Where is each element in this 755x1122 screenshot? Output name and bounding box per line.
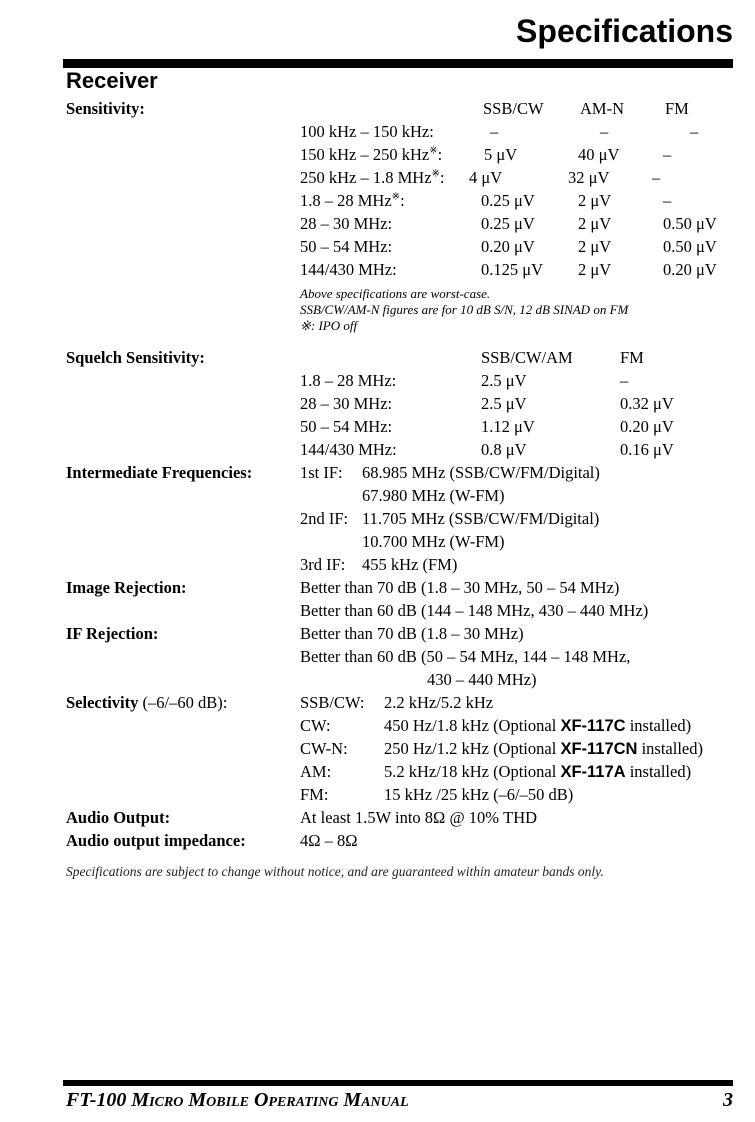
sens-row-band: 28 – 30 MHz: bbox=[300, 214, 393, 233]
image-rejection-value: Better than 60 dB (144 – 148 MHz, 430 – 440 MHz) bbox=[300, 601, 649, 620]
selectivity-value: 5.2 kHz/18 kHz (Optional XF-117A installed) bbox=[384, 762, 692, 781]
squelch-row-fm: 0.32 μV bbox=[620, 394, 674, 413]
squelch-row-fm: 0.20 μV bbox=[620, 417, 674, 436]
sens-header-ssb: SSB/CW bbox=[483, 99, 544, 118]
if-first-value-wfm: 67.980 MHz (W-FM) bbox=[362, 486, 505, 505]
if-rejection-value: Better than 70 dB (1.8 – 30 MHz) bbox=[300, 624, 524, 643]
squelch-row-band: 144/430 MHz: bbox=[300, 440, 397, 459]
squelch-row-ssb: 2.5 μV bbox=[481, 371, 527, 390]
squelch-row-ssb: 0.8 μV bbox=[481, 440, 527, 459]
audio-output-value: At least 1.5W into 8Ω @ 10% THD bbox=[300, 808, 538, 827]
sens-row-fm: – bbox=[652, 168, 661, 187]
if-second-value-wfm: 10.700 MHz (W-FM) bbox=[362, 532, 505, 551]
selectivity-mode: CW: bbox=[300, 716, 331, 735]
squelch-label: Squelch Sensitivity: bbox=[66, 348, 205, 367]
if-third-label: 3rd IF: bbox=[300, 555, 346, 574]
sens-header-am: AM-N bbox=[580, 99, 624, 118]
squelch-row-fm: – bbox=[620, 371, 629, 390]
sens-note: ※: IPO off bbox=[300, 318, 358, 333]
selectivity-mode: SSB/CW: bbox=[300, 693, 365, 712]
squelch-row-band: 1.8 – 28 MHz: bbox=[300, 371, 397, 390]
sens-row-fm: – bbox=[690, 122, 699, 141]
sensitivity-label: Sensitivity: bbox=[66, 99, 145, 118]
sens-note: SSB/CW/AM-N figures are for 10 dB S/N, 12 dB SINAD on FM bbox=[300, 302, 629, 317]
sens-header-fm: FM bbox=[665, 99, 689, 118]
squelch-header-fm: FM bbox=[620, 348, 644, 367]
sens-row-am: – bbox=[600, 122, 609, 141]
section-heading: Receiver bbox=[66, 68, 158, 93]
sens-row-am: 32 μV bbox=[568, 168, 610, 187]
if-rejection-value: 430 – 440 MHz) bbox=[427, 670, 537, 689]
sens-row-band: 1.8 – 28 MHz※: bbox=[300, 191, 405, 210]
sens-row-ssb: – bbox=[490, 122, 499, 141]
selectivity-value: 250 Hz/1.2 kHz (Optional XF-117CN installed) bbox=[384, 739, 703, 758]
image-rejection-value: Better than 70 dB (1.8 – 30 MHz, 50 – 54 MHz) bbox=[300, 578, 620, 597]
squelch-header-ssb: SSB/CW/AM bbox=[481, 348, 573, 367]
sens-row-fm: – bbox=[663, 145, 672, 164]
sens-row-band: 150 kHz – 250 kHz※: bbox=[300, 145, 443, 164]
sens-row-ssb: 4 μV bbox=[469, 168, 503, 187]
sens-row-fm: – bbox=[663, 191, 672, 210]
footnote: Specifications are subject to change without notice, and are guaranteed within amateur bands only. bbox=[66, 864, 604, 879]
squelch-row-band: 28 – 30 MHz: bbox=[300, 394, 393, 413]
selectivity-value: 15 kHz /25 kHz (–6/–50 dB) bbox=[384, 785, 574, 804]
sens-row-am: 2 μV bbox=[578, 191, 612, 210]
selectivity-mode: CW-N: bbox=[300, 739, 348, 758]
audio-impedance-value: 4Ω – 8Ω bbox=[300, 831, 358, 850]
sens-row-ssb: 0.125 μV bbox=[481, 260, 544, 279]
sens-row-fm: 0.20 μV bbox=[663, 260, 717, 279]
sens-row-ssb: 0.25 μV bbox=[481, 191, 535, 210]
squelch-row-band: 50 – 54 MHz: bbox=[300, 417, 393, 436]
sens-row-am: 2 μV bbox=[578, 237, 612, 256]
audio-impedance-label: Audio output impedance: bbox=[66, 831, 246, 850]
sens-row-fm: 0.50 μV bbox=[663, 214, 717, 233]
if-rejection-value: Better than 60 dB (50 – 54 MHz, 144 – 148 MHz, bbox=[300, 647, 631, 666]
if-third-value: 455 kHz (FM) bbox=[362, 555, 458, 574]
sens-row-fm: 0.50 μV bbox=[663, 237, 717, 256]
selectivity-value: 450 Hz/1.8 kHz (Optional XF-117C installed) bbox=[384, 716, 692, 735]
selectivity-mode: AM: bbox=[300, 762, 332, 781]
footer-rule bbox=[63, 1080, 733, 1086]
if-second-value: 11.705 MHz (SSB/CW/FM/Digital) bbox=[362, 509, 600, 528]
sens-row-ssb: 0.25 μV bbox=[481, 214, 535, 233]
if-label: Intermediate Frequencies: bbox=[66, 463, 253, 482]
sens-row-band: 100 kHz – 150 kHz: bbox=[300, 122, 434, 141]
if-rejection-label: IF Rejection: bbox=[66, 624, 159, 643]
page-number: 3 bbox=[723, 1089, 733, 1111]
image-rejection-label: Image Rejection: bbox=[66, 578, 187, 597]
sens-row-am: 2 μV bbox=[578, 260, 612, 279]
sens-row-am: 40 μV bbox=[578, 145, 620, 164]
sens-note: Above specifications are worst-case. bbox=[300, 286, 491, 301]
footer-title: FT-100 Micro Mobile Operating Manual bbox=[66, 1089, 409, 1111]
if-second-label: 2nd IF: bbox=[300, 509, 349, 528]
selectivity-mode: FM: bbox=[300, 785, 329, 804]
sens-row-band: 50 – 54 MHz: bbox=[300, 237, 393, 256]
sens-row-band: 250 kHz – 1.8 MHz※: bbox=[300, 168, 445, 187]
if-first-label: 1st IF: bbox=[300, 463, 343, 482]
if-first-value: 68.985 MHz (SSB/CW/FM/Digital) bbox=[362, 463, 600, 482]
sens-row-am: 2 μV bbox=[578, 214, 612, 233]
title-rule bbox=[63, 59, 733, 68]
selectivity-label: Selectivity (–6/–60 dB): bbox=[66, 693, 228, 712]
page-title: Specifications bbox=[516, 13, 733, 49]
squelch-row-fm: 0.16 μV bbox=[620, 440, 674, 459]
selectivity-value: 2.2 kHz/5.2 kHz bbox=[384, 693, 494, 712]
sens-row-ssb: 0.20 μV bbox=[481, 237, 535, 256]
sens-row-ssb: 5 μV bbox=[484, 145, 518, 164]
squelch-row-ssb: 2.5 μV bbox=[481, 394, 527, 413]
audio-output-label: Audio Output: bbox=[66, 808, 171, 827]
sens-row-band: 144/430 MHz: bbox=[300, 260, 397, 279]
squelch-row-ssb: 1.12 μV bbox=[481, 417, 535, 436]
